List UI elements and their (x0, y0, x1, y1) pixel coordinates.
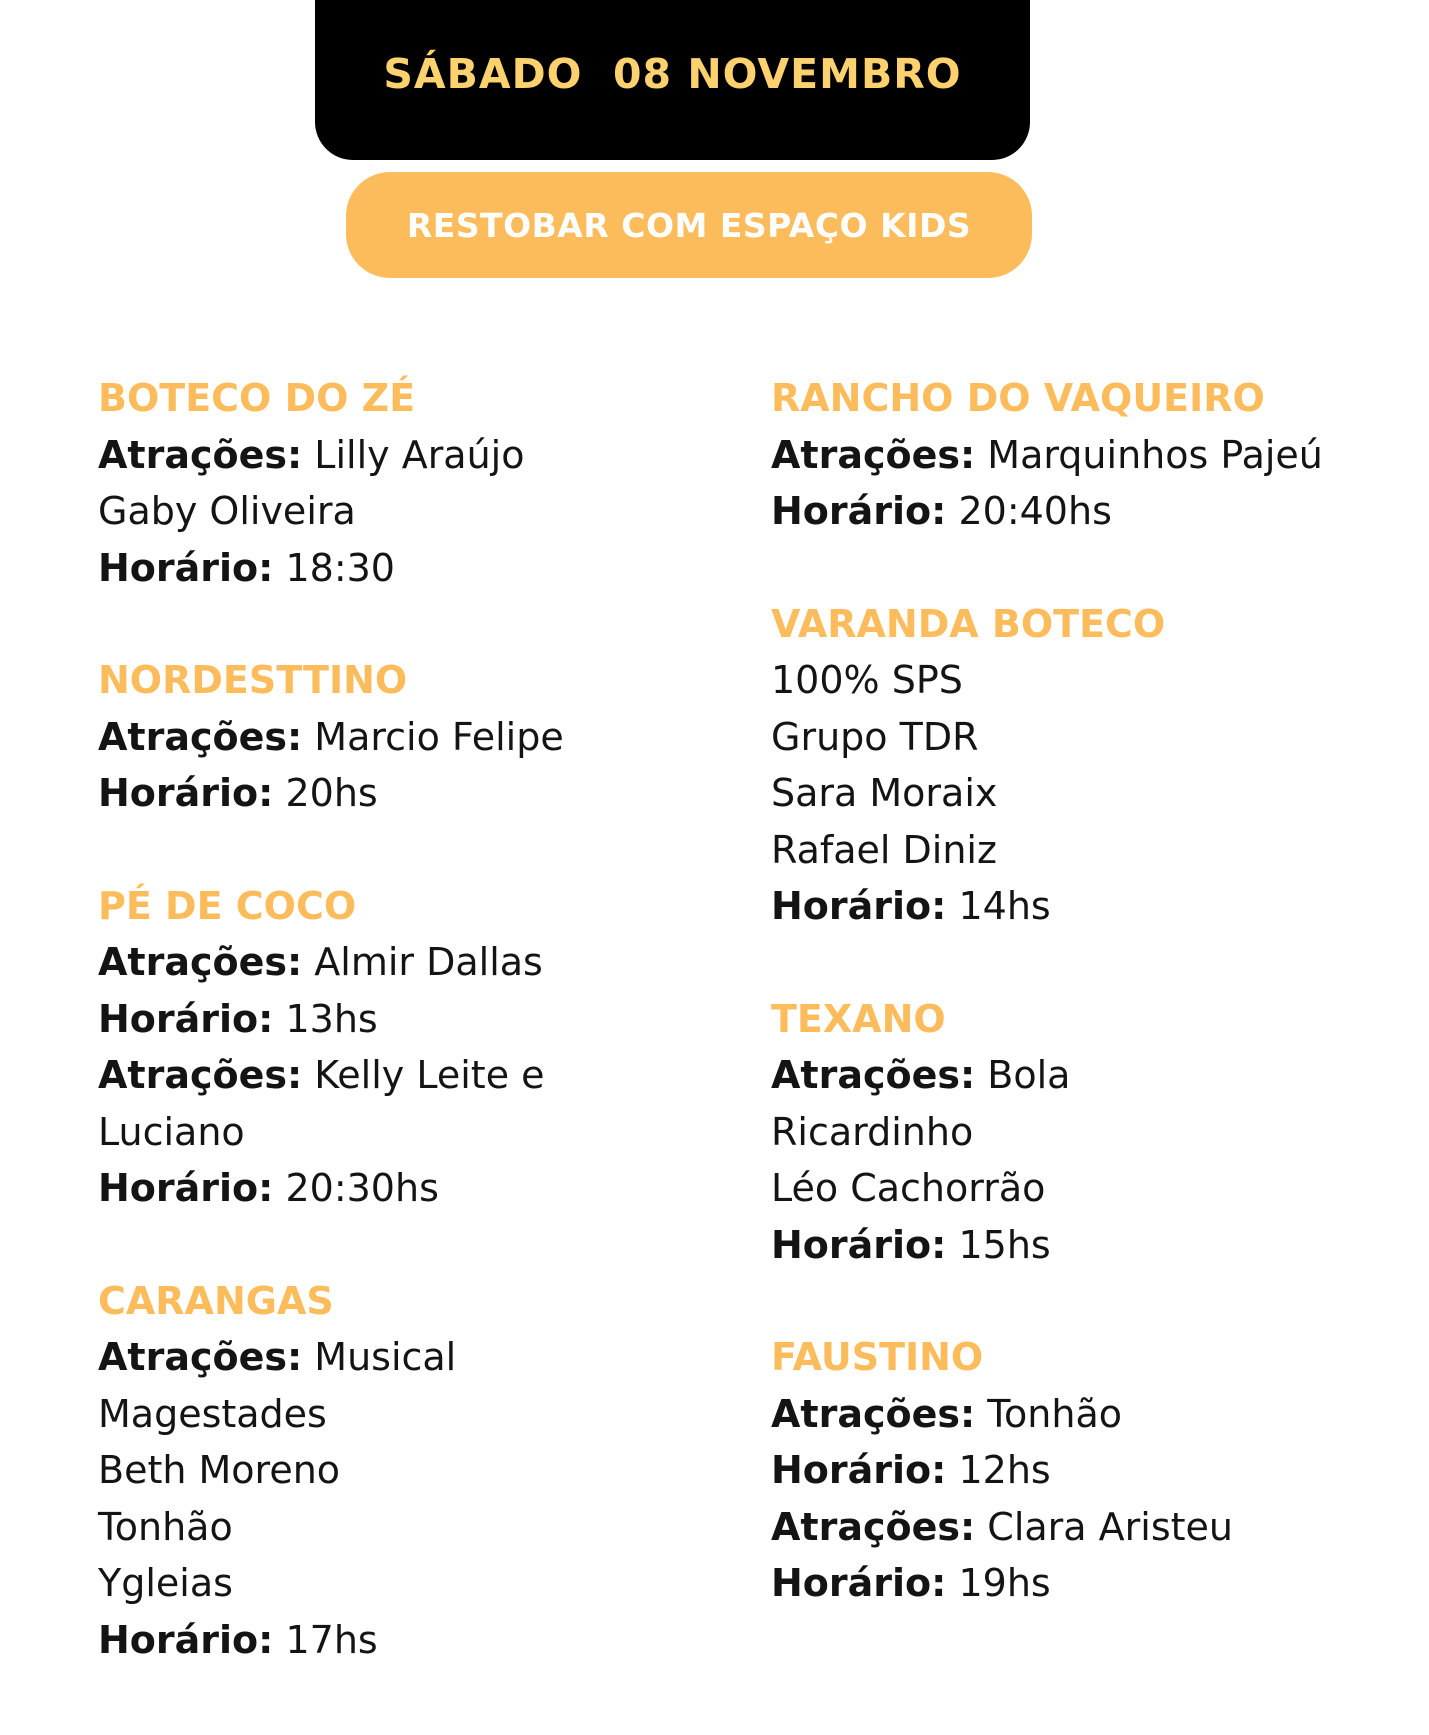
schedule-line (98, 427, 718, 484)
venue-heading: RANCHO DO VAQUEIRO (771, 376, 1265, 420)
venue-section-varanda-boteco (771, 596, 1411, 935)
line-label: Atrações: (771, 432, 976, 477)
venue-name: RESTOBAR COM ESPAÇO KIDS (406, 205, 972, 245)
venue-section-pe-de-coco (98, 878, 718, 1217)
schedule-line (98, 991, 718, 1048)
schedule-line (98, 934, 718, 991)
line-label: Horário: (98, 771, 274, 815)
venue-section-carangas (98, 1273, 718, 1669)
line-label: Horário: (771, 1561, 947, 1605)
line-value: Beth Moreno (98, 1448, 341, 1492)
schedule-line (98, 1612, 718, 1669)
schedule-line (98, 540, 718, 597)
line-label: Atrações: (98, 714, 303, 759)
line-value: 18:30 (285, 545, 395, 590)
schedule-line (771, 1160, 1411, 1217)
schedule-line (98, 1386, 718, 1443)
venue-heading: CARANGAS (98, 1278, 334, 1323)
venue-heading: FAUSTINO (771, 1335, 984, 1379)
line-value: Marquinhos Pajeú (987, 432, 1323, 477)
schedule-line (771, 1499, 1411, 1556)
venue-heading: PÉ DE COCO (98, 883, 357, 928)
line-value: Musical (314, 1335, 457, 1379)
line-label: Horário: (771, 1222, 947, 1267)
schedule-line (771, 1555, 1411, 1612)
line-value: Almir Dallas (314, 940, 543, 984)
line-label: Atrações: (98, 940, 303, 984)
line-value: 17hs (285, 1617, 378, 1662)
line-value: Grupo TDR (771, 714, 979, 759)
line-label: Horário: (771, 1448, 947, 1492)
venue-heading: VARANDA BOTECO (771, 601, 1166, 646)
line-label: Atrações: (98, 1335, 303, 1379)
line-value: Marcio Felipe (314, 714, 564, 759)
schedule-column-left (98, 370, 718, 1668)
line-value: 20:40hs (958, 489, 1112, 533)
venue-heading: BOTECO DO ZÉ (98, 376, 416, 420)
line-label: Atrações: (771, 1391, 976, 1436)
schedule-line (771, 1104, 1411, 1161)
schedule-line (98, 709, 718, 766)
schedule-line (98, 1047, 718, 1104)
schedule-line (771, 483, 1411, 540)
line-value: Ricardinho (771, 1109, 974, 1154)
schedule-line (98, 1160, 718, 1217)
schedule-line (771, 878, 1411, 935)
line-value: Gaby Oliveira (98, 489, 356, 533)
line-label: Atrações: (98, 1053, 303, 1097)
venue-section-texano (771, 991, 1411, 1274)
schedule-line (771, 1217, 1411, 1274)
line-label: Horário: (771, 489, 947, 533)
schedule-line (771, 1386, 1411, 1443)
schedule-line (771, 1442, 1411, 1499)
schedule-line (771, 709, 1411, 766)
line-value: Tonhão (98, 1504, 233, 1549)
line-value: Ygleias (98, 1561, 233, 1605)
line-value: Sara Moraix (771, 771, 998, 815)
venue-heading: NORDESTTINO (98, 658, 408, 702)
venue-section-faustino (771, 1329, 1411, 1612)
line-value: Kelly Leite e (314, 1053, 545, 1097)
line-value: 20:30hs (285, 1166, 439, 1210)
line-label: Horário: (98, 1617, 274, 1662)
schedule-line (98, 483, 718, 540)
line-value: 13hs (285, 996, 378, 1041)
line-value: Luciano (98, 1109, 245, 1154)
venue-section-rancho-do-vaqueiro (771, 370, 1411, 540)
line-label: Horário: (771, 884, 947, 928)
event-date: SÁBADO 08 NOVEMBRO (383, 50, 962, 98)
schedule-line (771, 427, 1411, 484)
date-banner (315, 0, 1030, 160)
line-value: Tonhão (987, 1391, 1122, 1436)
schedule-line (98, 765, 718, 822)
line-value: Bola (987, 1053, 1071, 1097)
venue-section-boteco-do-ze (98, 370, 718, 596)
line-label: Atrações: (771, 1504, 976, 1549)
line-label: Atrações: (771, 1053, 976, 1097)
line-label: Horário: (98, 996, 274, 1041)
line-value: 15hs (958, 1222, 1051, 1267)
line-value: 20hs (285, 771, 378, 815)
line-value: Léo Cachorrão (771, 1166, 1046, 1210)
line-value: 19hs (958, 1561, 1051, 1605)
line-label: Atrações: (98, 432, 303, 477)
line-value: 14hs (958, 884, 1051, 928)
line-value: Lilly Araújo (314, 432, 525, 477)
schedule-column-right (771, 370, 1411, 1612)
schedule-line (98, 1442, 718, 1499)
schedule-line (98, 1104, 718, 1161)
line-value: 12hs (958, 1448, 1051, 1492)
schedule-line (771, 1047, 1411, 1104)
schedule-line (98, 1499, 718, 1556)
schedule-line (771, 765, 1411, 822)
line-label: Horário: (98, 1166, 274, 1210)
schedule-line (771, 652, 1411, 709)
schedule-line (98, 1329, 718, 1386)
venue-badge (346, 172, 1032, 278)
line-value: Rafael Diniz (771, 827, 997, 872)
line-value: Magestades (98, 1391, 327, 1436)
venue-section-nordesttino (98, 652, 718, 822)
venue-heading: TEXANO (771, 996, 946, 1041)
line-value: Clara Aristeu (987, 1504, 1233, 1549)
line-value: 100% SPS (771, 658, 963, 702)
schedule-line (98, 1555, 718, 1612)
schedule-line (771, 822, 1411, 879)
line-label: Horário: (98, 545, 274, 590)
